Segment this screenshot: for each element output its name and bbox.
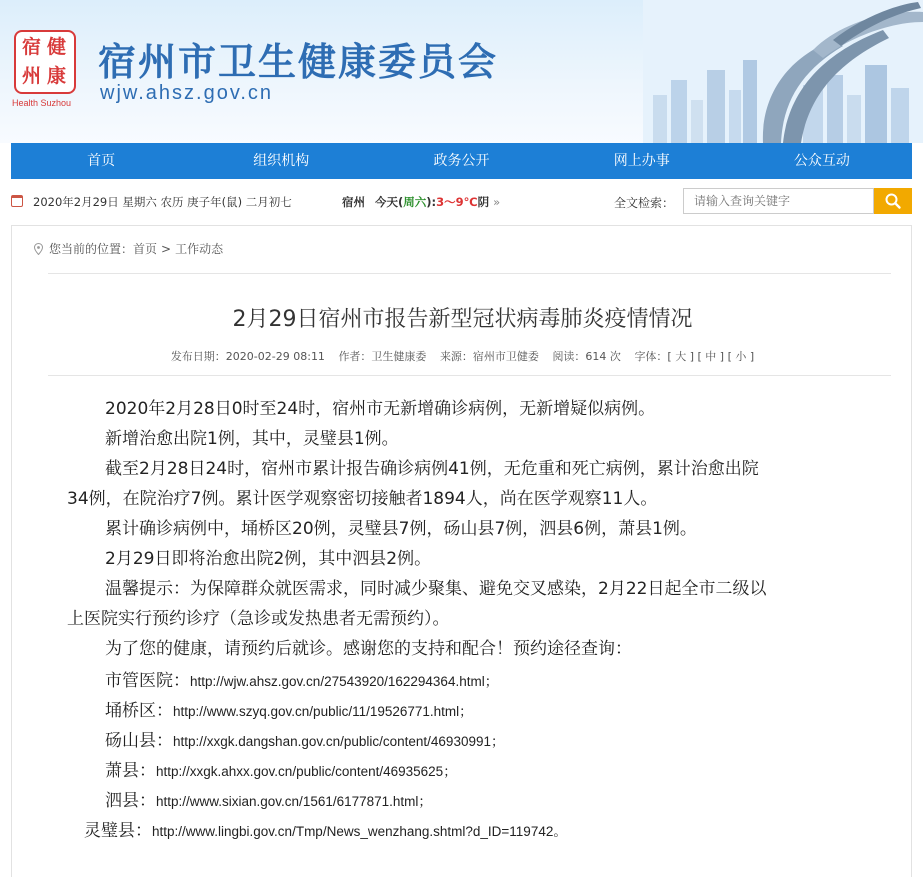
search-icon [884,192,902,210]
hospital-link[interactable]: http://wjw.ahsz.gov.cn/27543920/162294364.html； [190,674,499,689]
search-button[interactable] [874,188,912,214]
nav-item-public-interaction[interactable]: 公众互动 [793,153,850,169]
weather-day: 周六 [403,195,427,209]
source: 来源：宿州市卫健委 [439,350,539,363]
county-link[interactable]: http://xxgk.ahxx.gov.cn/public/content/46935625； [156,764,457,779]
search-label: 全文检索： [614,196,675,210]
article-paragraph: 上医院实行预约诊疗（急诊或发热患者无需预约）。 [67,609,450,629]
county-link[interactable]: http://www.lingbi.gov.cn/Tmp/News_wenzhang.shtml?d_ID=119742。 [152,824,567,839]
site-logo[interactable] [14,30,76,94]
link-label: 泗县： [105,791,156,811]
link-row [67,696,473,727]
breadcrumb [34,240,223,257]
site-url: wjw.ahsz.gov.cn [100,82,274,104]
breadcrumb-prefix: 您当前的位置： [49,242,134,256]
weather-condition: 阴 [477,195,490,209]
logo-char: 州 [22,65,42,87]
nav-item-organization[interactable]: 组织机构 [253,153,310,169]
site-title[interactable]: 宿州市卫生健康委员会 [98,40,499,84]
weather-widget[interactable] [342,194,500,210]
link-row [67,786,432,817]
logo-english-text: Health Suzhou [12,98,72,108]
author: 作者：卫生健康委 [338,350,427,363]
publish-date: 发布日期：2020-02-29 08:11 [170,350,325,363]
search-input[interactable] [683,188,874,214]
nav-item-home[interactable]: 首页 [87,153,116,169]
county-link[interactable]: http://www.sixian.gov.cn/1561/6177871.html； [156,794,432,809]
breadcrumb-current-link[interactable]: 工作动态 [175,242,224,256]
article-paragraph: 2月29日即将治愈出院2例，其中泗县2例。 [105,549,432,569]
logo-char: 康 [47,65,67,87]
calendar-icon [11,195,23,207]
weather-city: 宿州 [342,195,365,209]
logo-char: 宿 [22,36,42,58]
info-bar [11,186,912,216]
article-meta [12,348,913,364]
breadcrumb-home-link[interactable]: 首页 [133,242,158,256]
article-paragraph: 34例，在院治疗7例。累计医学观察密切接触者1894人，尚在医学观察11人。 [67,489,658,509]
divider [48,273,891,274]
current-date: 2020年2月29日 星期六 农历 庚子年(鼠) 二月初七 [33,195,292,209]
main-nav [11,143,912,179]
content-container [11,225,912,877]
article-paragraph: 累计确诊病例中，埇桥区20例，灵璧县7例，砀山县7例，泗县6例，萧县1例。 [105,519,697,539]
article-paragraph: 2020年2月28日0时至24时，宿州市无新增确诊病例，无新增疑似病例。 [105,399,656,419]
link-row [67,666,498,697]
site-header [0,0,923,143]
article-paragraph: 为了您的健康，请预约后就诊。感谢您的支持和配合！预约途径查询： [105,639,632,659]
article-paragraph: 新增治愈出院1例，其中，灵璧县1例。 [105,429,399,449]
location-pin-icon [34,243,43,255]
divider [48,375,891,376]
article-title: 2月29日宿州市报告新型冠状病毒肺炎疫情情况 [232,307,693,332]
article-paragraph: 截至2月28日24时，宿州市累计报告确诊病例41例，无危重和死亡病例，累计治愈出院 [105,459,759,479]
link-label: 萧县： [105,761,156,781]
link-label: 砀山县： [105,731,173,751]
font-size-controls[interactable]: 字体：[ 大 ] [ 中 ] [ 小 ] [634,350,755,363]
weather-temperature: 3～9℃ [436,195,478,209]
city-skyline-sculpture-image [643,0,923,143]
link-label: 埇桥区： [105,701,173,721]
nav-item-government-affairs[interactable]: 政务公开 [433,153,490,169]
nav-item-online-services[interactable]: 网上办事 [613,153,670,169]
weather-today-label: 今天( [375,195,404,209]
weather-close: ): [426,195,437,209]
county-link[interactable]: http://xxgk.dangshan.gov.cn/public/content/46930991； [173,734,505,749]
link-label: 灵璧县： [84,821,152,841]
weather-more-icon[interactable]: » [493,195,501,209]
link-row [67,756,457,787]
read-count: 阅读：614 次 [552,350,621,363]
district-link[interactable]: http://www.szyq.gov.cn/public/11/19526771.html； [173,704,473,719]
breadcrumb-separator: > [161,242,172,256]
article-paragraph: 温馨提示：为保障群众就医需求，同时减少聚集、避免交叉感染，2月22日起全市二级以 [105,579,767,599]
link-label: 市管医院： [105,671,190,691]
link-row [67,726,504,757]
link-row [84,816,567,847]
logo-char: 健 [47,36,67,58]
